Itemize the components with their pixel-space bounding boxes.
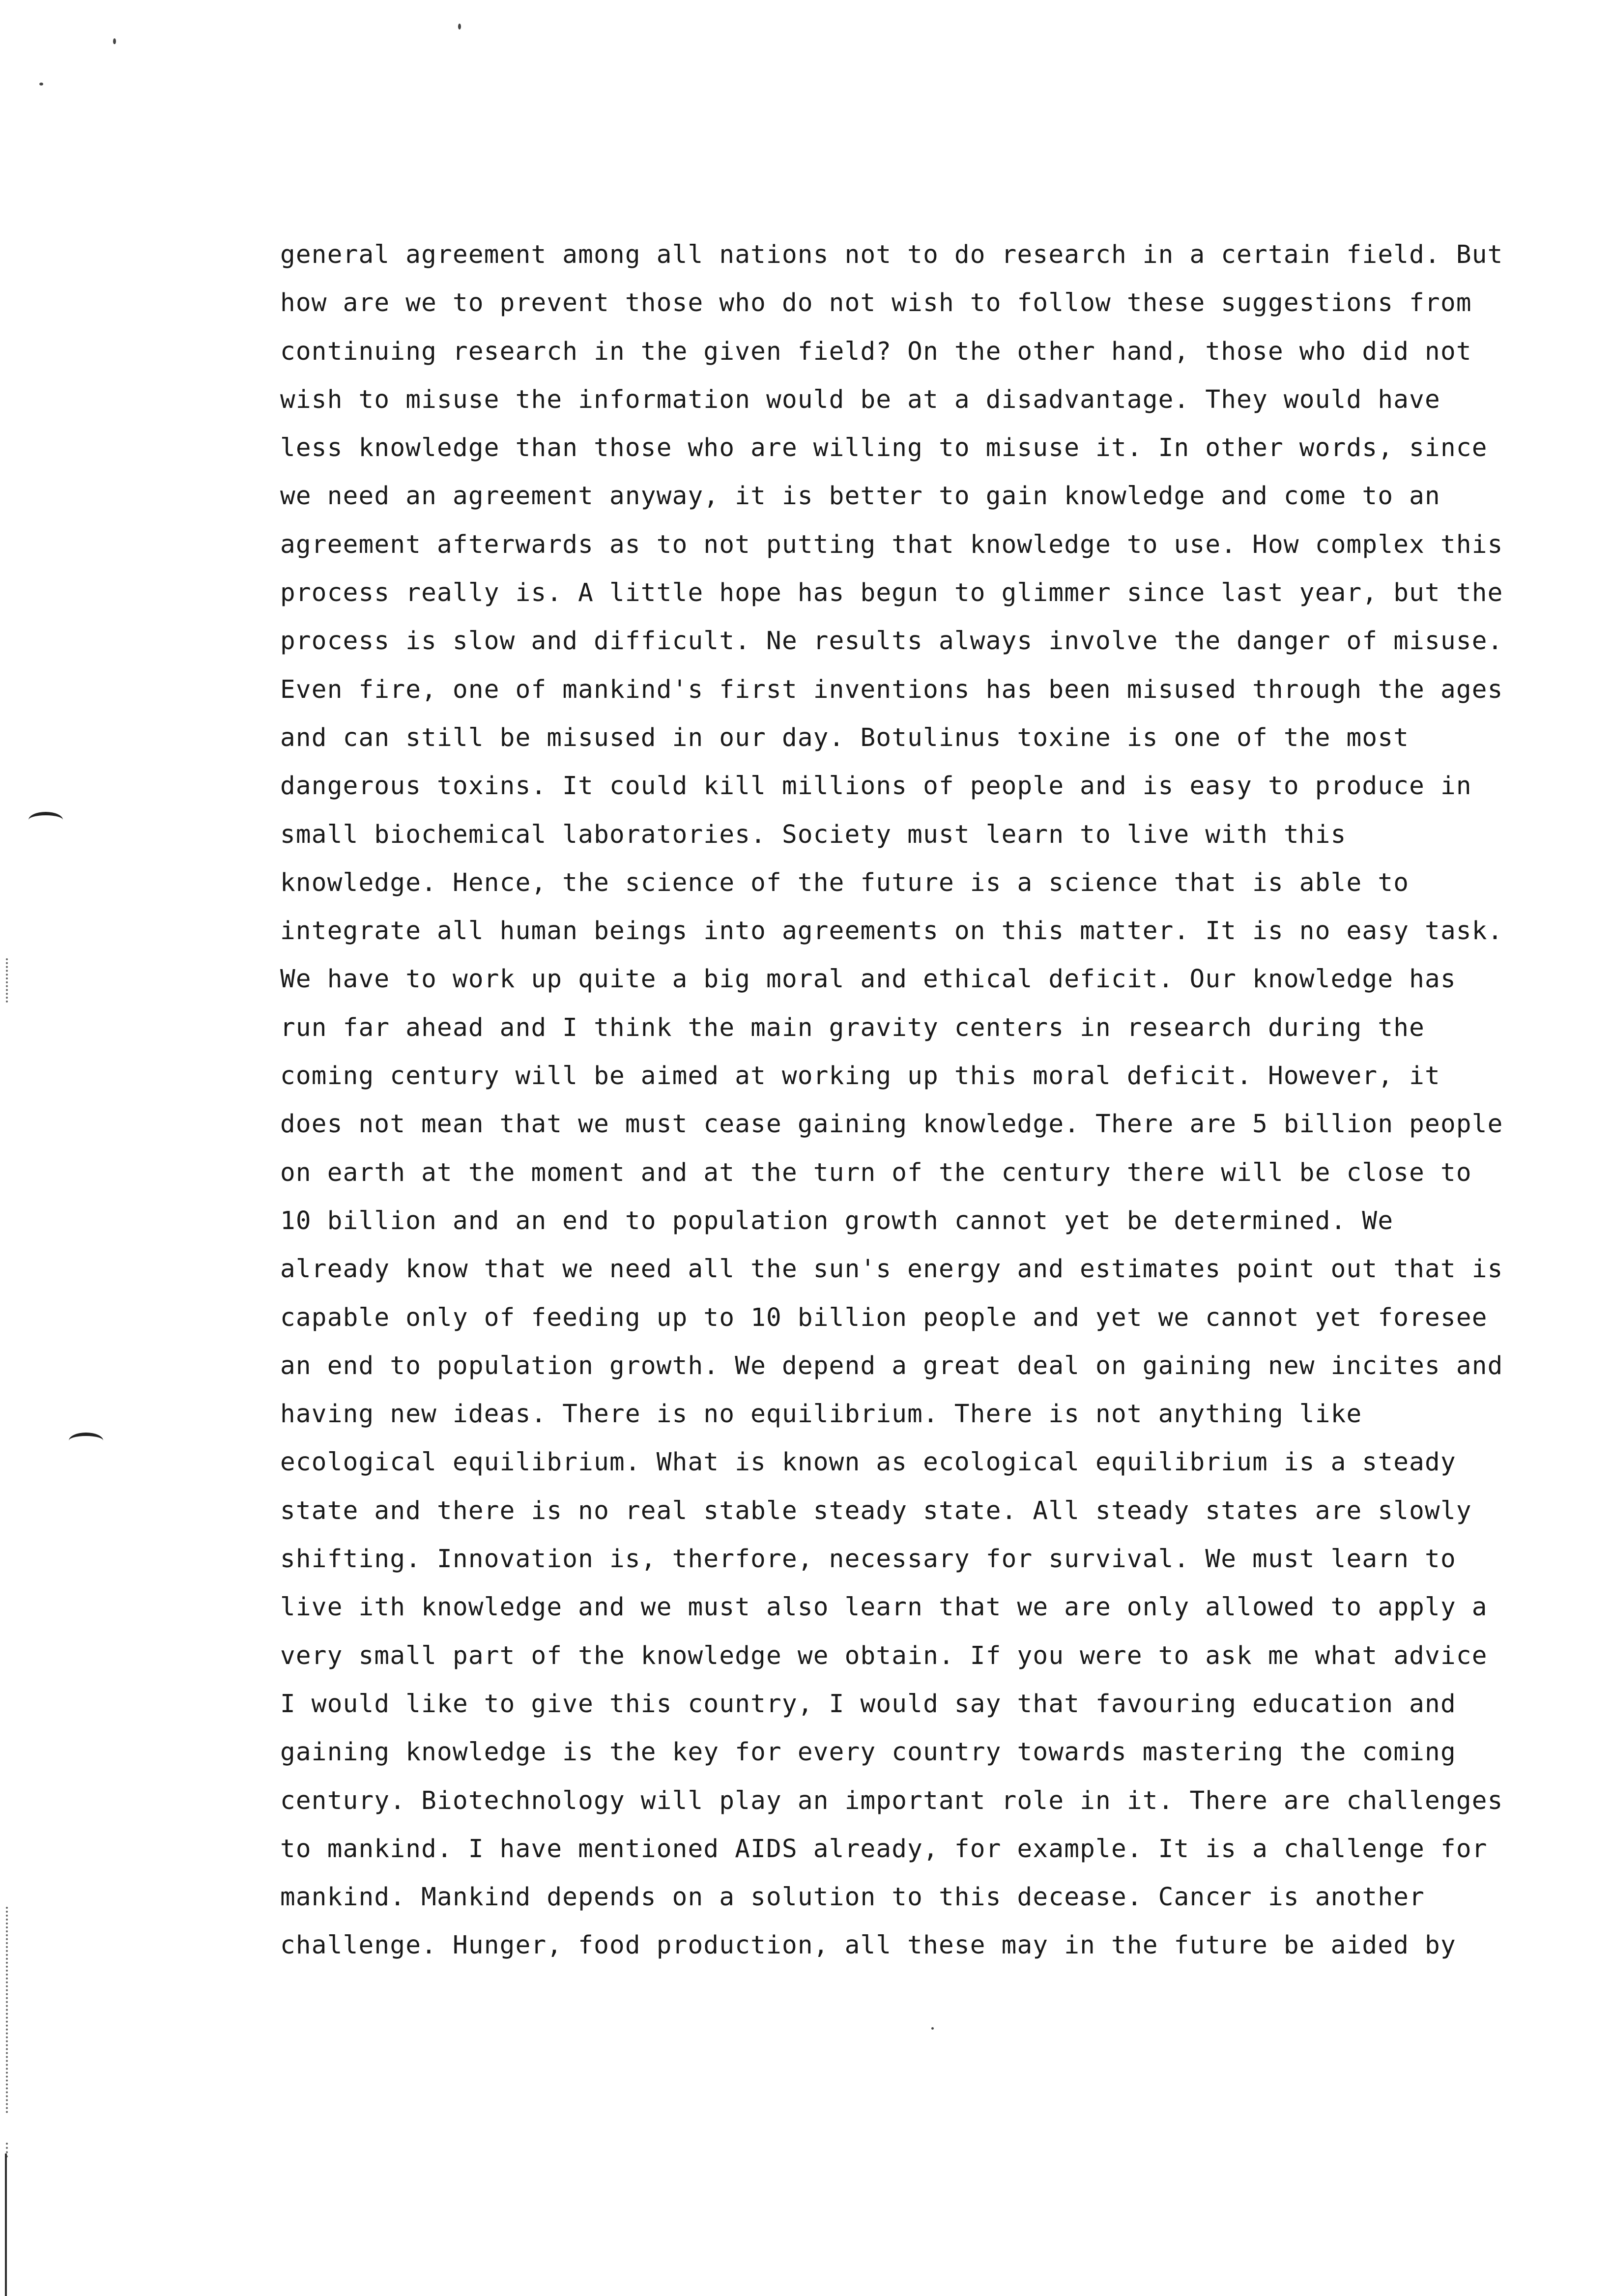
text-line: to mankind. I have mentioned AIDS already, for example. It is a challenge for [280, 1834, 1488, 1864]
text-line: already know that we need all the sun's energy and estimates point out that is [280, 1255, 1503, 1284]
text-line: I would like to give this country, I would say that favouring education and [280, 1689, 1456, 1719]
text-line: process really is. A little hope has begun to glimmer since last year, but the [280, 578, 1503, 608]
scan-speck [113, 38, 116, 44]
text-line: challenge. Hunger, food production, all these may in the future be aided by [280, 1931, 1456, 1960]
text-line: general agreement among all nations not to do research in a certain field. But [280, 240, 1503, 269]
text-line: ecological equilibrium. What is known as ecological equilibrium is a steady [280, 1448, 1456, 1477]
text-line: wish to misuse the information would be at a disadvantage. They would have [280, 385, 1440, 414]
text-line: live ith knowledge and we must also learn that we are only allowed to apply a [280, 1593, 1488, 1622]
text-line: capable only of feeding up to 10 billion people and yet we cannot yet foresee [280, 1303, 1488, 1332]
text-line: process is slow and difficult. Ne results always involve the danger of misuse. [280, 627, 1503, 656]
text-line: less knowledge than those who are willing to misuse it. In other words, since [280, 433, 1488, 463]
text-line: having new ideas. There is no equilibrium. There is not anything like [280, 1400, 1362, 1429]
text-line: Even fire, one of mankind's first inventions has been misused through the ages [280, 675, 1503, 704]
scan-edge-dots [6, 958, 10, 1003]
scan-speck [39, 83, 43, 86]
scan-edge-line [5, 2153, 7, 2296]
scan-edge-dots [6, 1907, 10, 2113]
text-line: dangerous toxins. It could kill millions of people and is easy to produce in [280, 772, 1472, 801]
text-line: integrate all human beings into agreements on this matter. It is no easy task. [280, 917, 1503, 946]
text-line: we need an agreement anyway, it is better to gain knowledge and come to an [280, 482, 1440, 511]
text-line: gaining knowledge is the key for every country towards mastering the coming [280, 1738, 1456, 1767]
text-line: 10 billion and an end to population growth cannot yet be determined. We [280, 1206, 1394, 1235]
punch-hole-mark [29, 812, 63, 828]
text-line: run far ahead and I think the main gravity centers in research during the [280, 1013, 1425, 1042]
text-line: century. Biotechnology will play an important role in it. There are challenges [280, 1786, 1503, 1815]
text-line: coming century will be aimed at working up this moral deficit. However, it [280, 1062, 1440, 1091]
scan-speck [458, 24, 461, 29]
scan-speck [931, 2027, 934, 2030]
text-line: how are we to prevent those who do not wish to follow these suggestions from [280, 288, 1472, 318]
text-line: mankind. Mankind depends on a solution to this decease. Cancer is another [280, 1883, 1425, 1912]
text-line: on earth at the moment and at the turn of the century there will be close to [280, 1158, 1472, 1187]
text-line: knowledge. Hence, the science of the future is a science that is able to [280, 868, 1410, 897]
text-line: We have to work up quite a big moral and ethical deficit. Our knowledge has [280, 965, 1456, 994]
text-line: continuing research in the given field? On the other hand, those who did not [280, 337, 1472, 366]
text-line: very small part of the knowledge we obtain. If you were to ask me what advice [280, 1641, 1488, 1670]
text-line: and can still be misused in our day. Botulinus toxine is one of the most [280, 723, 1410, 752]
text-line: shifting. Innovation is, therfore, necessary for survival. We must learn to [280, 1545, 1456, 1574]
text-line: state and there is no real stable steady state. All steady states are slowly [280, 1496, 1472, 1525]
text-line: does not mean that we must cease gaining knowledge. There are 5 billion people [280, 1110, 1503, 1139]
text-line: small biochemical laboratories. Society must learn to live with this [280, 820, 1347, 849]
typed-body-text [280, 231, 1578, 1970]
text-line: agreement afterwards as to not putting that knowledge to use. How complex this [280, 530, 1503, 559]
text-line: an end to population growth. We depend a great deal on gaining new incites and [280, 1351, 1503, 1380]
punch-hole-mark [69, 1433, 103, 1449]
